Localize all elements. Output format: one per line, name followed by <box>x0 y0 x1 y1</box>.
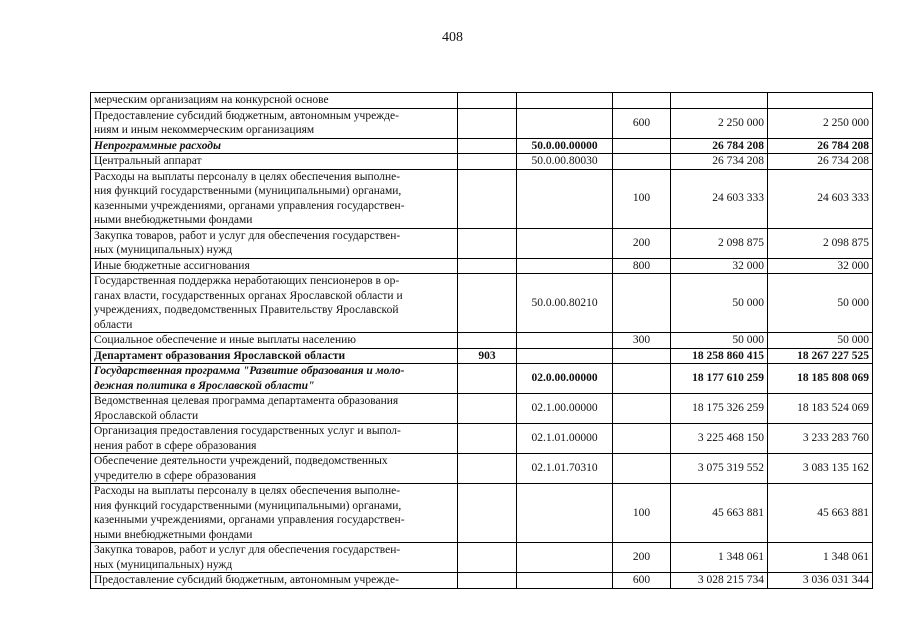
row-target-code <box>517 348 613 364</box>
table-row <box>91 364 873 394</box>
row-target-code <box>517 93 613 109</box>
row-dept-code <box>458 258 517 274</box>
row-amount-1: 26 784 208 <box>671 138 768 154</box>
row-amount-2: 50 000 <box>768 333 873 349</box>
row-amount-2: 2 098 875 <box>768 228 873 258</box>
row-name: Предоставление субсидий бюджетным, автономным учрежде- <box>91 573 458 589</box>
row-target-code: 02.1.00.00000 <box>517 394 613 424</box>
table-row <box>91 108 873 138</box>
row-amount-2: 2 250 000 <box>768 108 873 138</box>
row-name: Расходы на выплаты персоналу в целях обеспечения выполне- ния функций государственными (муниципальными) органами, казенными учреждениями, органами управления государствен- ными внебюджетными фондами <box>91 169 458 228</box>
table-row <box>91 394 873 424</box>
row-target-code: 50.0.00.80210 <box>517 274 613 333</box>
row-amount-1: 18 258 860 415 <box>671 348 768 364</box>
row-target-code: 50.0.00.80030 <box>517 154 613 170</box>
row-name: Государственная поддержка неработающих пенсионеров в ор- ганах власти, государственных органах Ярославской области и учреждениях, подведомственных Правительству Ярославской области <box>91 274 458 333</box>
row-name: Иные бюджетные ассигнования <box>91 258 458 274</box>
row-dept-code <box>458 364 517 394</box>
row-amount-2: 24 603 333 <box>768 169 873 228</box>
row-expense-type: 800 <box>613 258 671 274</box>
row-amount-2: 45 663 881 <box>768 484 873 543</box>
row-amount-1: 50 000 <box>671 333 768 349</box>
row-amount-1: 45 663 881 <box>671 484 768 543</box>
row-name: Ведомственная целевая программа департамента образования Ярославской области <box>91 394 458 424</box>
row-amount-1: 24 603 333 <box>671 169 768 228</box>
row-name: Департамент образования Ярославской области <box>91 348 458 364</box>
row-name: Предоставление субсидий бюджетным, автономным учрежде- ниям и иным некоммерческим организациям <box>91 108 458 138</box>
row-dept-code <box>458 138 517 154</box>
row-amount-2: 50 000 <box>768 274 873 333</box>
row-amount-2: 18 267 227 525 <box>768 348 873 364</box>
table-row <box>91 169 873 228</box>
row-amount-1: 26 734 208 <box>671 154 768 170</box>
row-name: Государственная программа "Развитие образования и моло- дежная политика в Ярославской области" <box>91 364 458 394</box>
row-amount-1 <box>671 93 768 109</box>
row-dept-code <box>458 454 517 484</box>
row-amount-1: 2 098 875 <box>671 228 768 258</box>
row-name: Расходы на выплаты персоналу в целях обеспечения выполне- ния функций государственными (муниципальными) органами, казенными учреждениями, органами управления государствен- ными внебюджетными фондами <box>91 484 458 543</box>
row-amount-2: 1 348 061 <box>768 543 873 573</box>
row-expense-type <box>613 454 671 484</box>
row-dept-code <box>458 169 517 228</box>
row-expense-type: 200 <box>613 543 671 573</box>
row-target-code: 50.0.00.00000 <box>517 138 613 154</box>
table-row <box>91 228 873 258</box>
row-amount-2: 18 185 808 069 <box>768 364 873 394</box>
row-amount-2 <box>768 93 873 109</box>
row-expense-type: 600 <box>613 108 671 138</box>
row-target-code: 02.1.01.00000 <box>517 424 613 454</box>
row-name: Обеспечение деятельности учреждений, подведомственных учредителю в сфере образования <box>91 454 458 484</box>
row-target-code <box>517 333 613 349</box>
row-amount-2: 3 233 283 760 <box>768 424 873 454</box>
row-name: Непрограммные расходы <box>91 138 458 154</box>
row-dept-code <box>458 108 517 138</box>
row-dept-code <box>458 573 517 589</box>
row-expense-type: 600 <box>613 573 671 589</box>
row-dept-code <box>458 394 517 424</box>
row-target-code <box>517 169 613 228</box>
row-name: Закупка товаров, работ и услуг для обеспечения государствен- ных (муниципальных) нужд <box>91 228 458 258</box>
row-dept-code <box>458 484 517 543</box>
row-name: Организация предоставления государственных услуг и выпол- нения работ в сфере образования <box>91 424 458 454</box>
row-dept-code <box>458 274 517 333</box>
row-target-code: 02.0.00.00000 <box>517 364 613 394</box>
row-amount-1: 3 028 215 734 <box>671 573 768 589</box>
row-dept-code <box>458 228 517 258</box>
row-name: Социальное обеспечение и иные выплаты населению <box>91 333 458 349</box>
row-amount-2: 26 734 208 <box>768 154 873 170</box>
row-name: Закупка товаров, работ и услуг для обеспечения государствен- ных (муниципальных) нужд <box>91 543 458 573</box>
table-row <box>91 484 873 543</box>
page-number: 408 <box>442 30 463 45</box>
row-expense-type <box>613 274 671 333</box>
row-expense-type <box>613 364 671 394</box>
row-amount-1: 3 075 319 552 <box>671 454 768 484</box>
row-amount-1: 18 175 326 259 <box>671 394 768 424</box>
table-row <box>91 573 873 589</box>
row-amount-1: 3 225 468 150 <box>671 424 768 454</box>
table-row <box>91 454 873 484</box>
row-amount-2: 26 784 208 <box>768 138 873 154</box>
table-row <box>91 348 873 364</box>
table-row <box>91 93 873 109</box>
row-amount-1: 2 250 000 <box>671 108 768 138</box>
table-row <box>91 424 873 454</box>
row-expense-type: 200 <box>613 228 671 258</box>
table-row <box>91 258 873 274</box>
row-amount-1: 18 177 610 259 <box>671 364 768 394</box>
row-name: мерческим организациям на конкурсной основе <box>91 93 458 109</box>
row-name: Центральный аппарат <box>91 154 458 170</box>
row-expense-type <box>613 348 671 364</box>
row-dept-code <box>458 154 517 170</box>
row-amount-2: 18 183 524 069 <box>768 394 873 424</box>
budget-table <box>90 92 873 589</box>
row-amount-1: 50 000 <box>671 274 768 333</box>
table-row <box>91 274 873 333</box>
row-expense-type: 100 <box>613 169 671 228</box>
table-row <box>91 333 873 349</box>
table-row <box>91 543 873 573</box>
row-amount-1: 32 000 <box>671 258 768 274</box>
row-amount-2: 3 083 135 162 <box>768 454 873 484</box>
row-expense-type <box>613 93 671 109</box>
row-expense-type: 100 <box>613 484 671 543</box>
row-target-code: 02.1.01.70310 <box>517 454 613 484</box>
row-expense-type <box>613 424 671 454</box>
row-expense-type <box>613 394 671 424</box>
row-amount-1: 1 348 061 <box>671 543 768 573</box>
row-expense-type <box>613 138 671 154</box>
row-dept-code <box>458 543 517 573</box>
row-target-code <box>517 258 613 274</box>
row-expense-type: 300 <box>613 333 671 349</box>
row-amount-2: 3 036 031 344 <box>768 573 873 589</box>
row-target-code <box>517 228 613 258</box>
row-dept-code <box>458 93 517 109</box>
row-dept-code <box>458 333 517 349</box>
row-amount-2: 32 000 <box>768 258 873 274</box>
row-target-code <box>517 573 613 589</box>
table-row <box>91 138 873 154</box>
row-target-code <box>517 108 613 138</box>
table-row <box>91 154 873 170</box>
row-target-code <box>517 484 613 543</box>
row-dept-code: 903 <box>458 348 517 364</box>
row-target-code <box>517 543 613 573</box>
row-expense-type <box>613 154 671 170</box>
row-dept-code <box>458 424 517 454</box>
